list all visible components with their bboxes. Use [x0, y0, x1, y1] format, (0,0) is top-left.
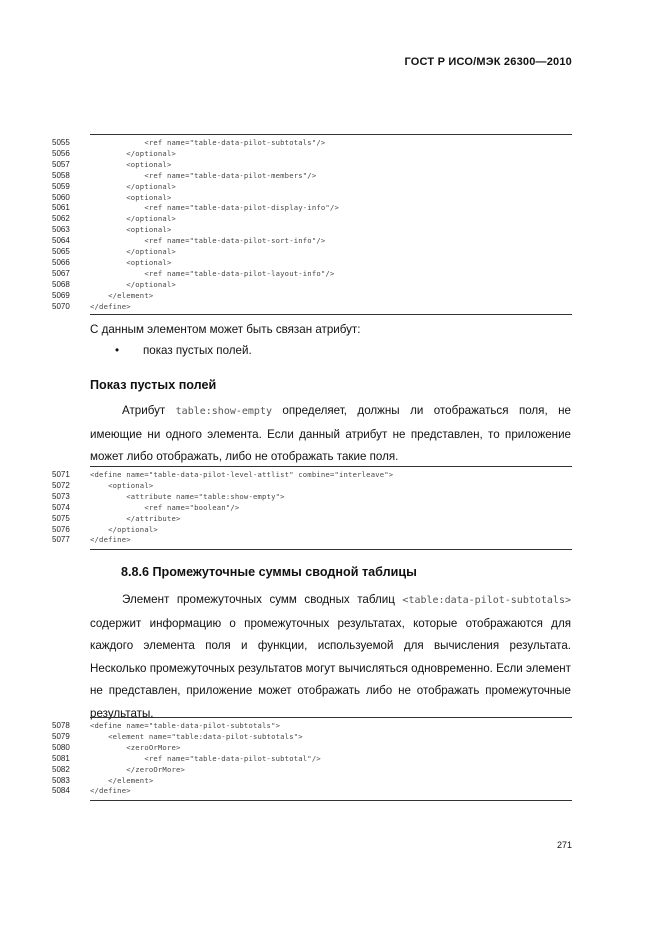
code-text: <optional>	[90, 159, 172, 169]
standard-header: ГОСТ Р ИСО/МЭК 26300—2010	[404, 56, 572, 68]
line-number: 5067	[52, 268, 70, 278]
code-text: </optional>	[90, 148, 177, 158]
line-number: 5084	[52, 786, 70, 796]
code-text: <optional>	[90, 257, 172, 267]
line-number: 5056	[52, 148, 70, 158]
line-number: 5083	[52, 775, 70, 785]
line-number: 5073	[52, 491, 70, 501]
code-block-top-rule	[90, 134, 572, 135]
line-number: 5080	[52, 742, 70, 752]
code-text: <ref name="table-data-pilot-subtotals"/>	[90, 138, 326, 147]
document-page: ГОСТ Р ИСО/МЭК 26300—2010 5055 <ref name="table-data-pilot-subtotals"/> 5056 </optional> 5057 <optional> 5058 <ref name="table-data-pilot-members"/> 5059 </optional> 5060 <optional> 5061 <ref name="table-data-pilot-display-info"/> 5062 </optional> 5063 <optional> 5064 <ref name="table-data-pilot-sort-info"/> 5065 </optional> 5066 <optional> 5067 <ref name="table-data-pilot-layout-info"/> 5068 </optional> 5069 </element> 5070 </define> С данным элементом может быть связан атрибут: • показ пустых полей. Показ пустых полей Атрибут table:show-empty определяет, должны ли отображаться поля, не имеющие ни одного элемента. Если данный атрибут не представлен, то приложение может либо отображать, либо не отображать такие поля. 5071 <define name="table-data-pilot-level-attlist" combine="interleave"> 5072 <optional> 5073 <attribute name="table:show-empty"> 5074 <ref name="boolean"/> 5075 </attribute> 5076 </optional> 5077 </define> 8.8.6 Промежуточные суммы сводной таблицы Элемент промежуточных сумм сводных таблиц <table:data-pilot-subtotals> содержит информацию о промежуточных результатах, которые отображаются для каждого элемента поля и функции, используемой для вычисления результата. Несколько промежуточных результатов могут вычисляться одновременно. Если элемент не представлен, приложение может отображать либо не отображать промежуточные результаты. 5078 <define name="table-data-pilot-subtotals"> 5079 <element name="table:data-pilot-subtotals"> 5080 <zeroOrMore> 5081 <ref name="table-data-pilot-subtotal"/> 5082 </zeroOrMore> 5083 </element> 5084 </define> 271	[52, 56, 572, 850]
line-number: 5079	[52, 731, 70, 741]
code-block-schema-1	[52, 133, 572, 316]
code-text: </optional>	[90, 214, 177, 224]
paragraph-attribute-intro: С данным элементом может быть связан атрибут:	[90, 323, 361, 336]
code-text: </define>	[90, 535, 131, 545]
line-number: 5081	[52, 753, 70, 763]
line-number: 5077	[52, 535, 70, 545]
line-number: 5068	[52, 279, 70, 289]
code-text: </element>	[90, 290, 154, 300]
line-number: 5075	[52, 513, 70, 523]
code-block-top-rule	[90, 717, 572, 718]
element-name: <table:data-pilot-subtotals>	[402, 595, 571, 606]
line-number: 5058	[52, 170, 70, 180]
line-number: 5072	[52, 480, 70, 490]
line-number: 5082	[52, 764, 70, 774]
code-text: <ref name="table-data-pilot-members"/>	[90, 170, 317, 180]
line-number: 5078	[52, 721, 70, 730]
line-number: 5071	[52, 470, 70, 479]
code-text: <ref name="boolean"/>	[90, 502, 240, 512]
code-text: <zeroOrMore>	[90, 742, 181, 752]
line-number: 5059	[52, 181, 70, 191]
code-text: </element>	[90, 775, 154, 785]
code-block-bottom-rule	[90, 800, 572, 801]
line-number: 5069	[52, 290, 70, 300]
code-text: <ref name="table-data-pilot-sort-info"/>	[90, 236, 326, 246]
line-number: 5066	[52, 257, 70, 267]
line-number: 5065	[52, 247, 70, 256]
code-block-schema-3	[52, 716, 572, 802]
attribute-name: table:show-empty	[175, 406, 272, 417]
section-heading-8-8-6: 8.8.6 Промежуточные суммы сводной таблицы	[121, 565, 417, 579]
code-block-top-rule	[90, 466, 572, 467]
line-number: 5070	[52, 301, 70, 311]
line-number: 5064	[52, 236, 70, 246]
code-text: <ref name="table-data-pilot-display-info"/>	[90, 203, 339, 213]
code-text: <optional>	[90, 192, 172, 202]
line-number: 5060	[52, 192, 70, 202]
code-block-bottom-rule	[90, 549, 572, 550]
page-number: 271	[556, 840, 572, 850]
code-text: <define name="table-data-pilot-subtotals">	[90, 721, 281, 730]
code-text: <optional>	[90, 480, 154, 490]
code-text: </zeroOrMore>	[90, 764, 186, 774]
code-text: <ref name="table-data-pilot-subtotal"/>	[90, 753, 321, 763]
line-number: 5076	[52, 524, 70, 534]
line-number: 5057	[52, 159, 70, 169]
code-text: </optional>	[90, 279, 177, 289]
code-text: <attribute name="table:show-empty">	[90, 491, 285, 501]
line-number: 5055	[52, 138, 70, 147]
line-number: 5062	[52, 214, 70, 224]
paragraph-subtotals: Элемент промежуточных сумм сводных таблиц <table:data-pilot-subtotals> содержит информацию о промежуточных результатах, которые отображаются для каждого элемента поля и функции, используемой для вычисления результата. Несколько промежуточных результатов могут вычисляться одновременно. Если элемент не представлен, приложение может отображать либо не отображать промежуточные результаты.	[90, 593, 571, 720]
code-text: </define>	[90, 786, 131, 796]
bullet-icon: •	[115, 344, 120, 357]
code-text: <ref name="table-data-pilot-layout-info"/>	[90, 268, 335, 278]
line-number: 5061	[52, 203, 70, 213]
code-text: </attribute>	[90, 513, 181, 523]
line-number: 5074	[52, 502, 70, 512]
paragraph-show-empty: Атрибут table:show-empty определяет, должны ли отображаться поля, не имеющие ни одного элемента. Если данный атрибут не представлен, то приложение может либо отображать, либо не отображать такие поля.	[90, 404, 571, 463]
section-heading-show-empty: Показ пустых полей	[90, 378, 217, 392]
code-block-schema-2	[52, 465, 572, 551]
code-text: </optional>	[90, 524, 158, 534]
code-text: <element name="table:data-pilot-subtotals">	[90, 731, 303, 741]
code-text: <optional>	[90, 225, 172, 235]
code-block-bottom-rule	[90, 314, 572, 315]
code-text: </optional>	[90, 181, 177, 191]
code-text: </optional>	[90, 247, 177, 256]
code-text: <define name="table-data-pilot-level-attlist" combine="interleave">	[90, 470, 394, 479]
code-text: </define>	[90, 301, 131, 311]
line-number: 5063	[52, 225, 70, 235]
